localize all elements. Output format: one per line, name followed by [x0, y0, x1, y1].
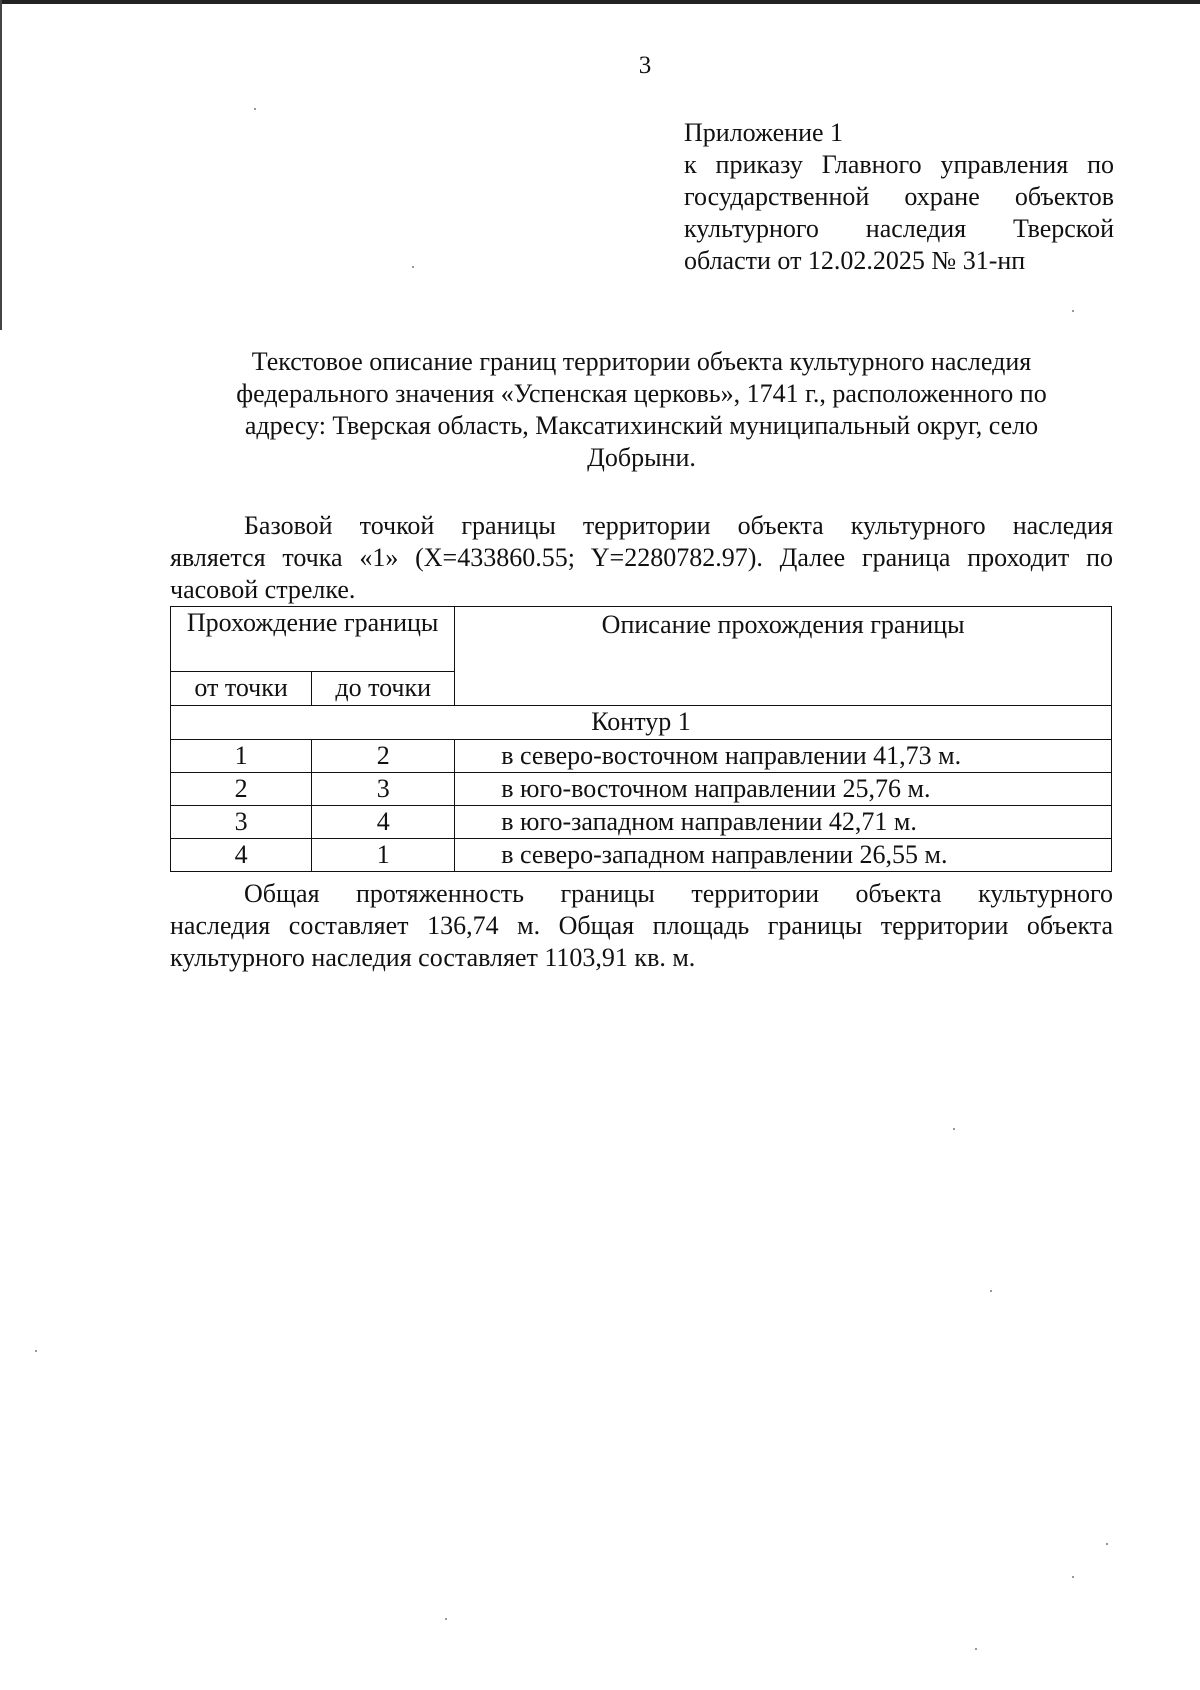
header-to-point: до точки	[312, 672, 455, 706]
scan-speck	[445, 1618, 447, 1620]
appendix-block	[684, 117, 1114, 277]
title-line: Текстовое описание границ территории объекта культурного наследия	[251, 347, 1032, 376]
appendix-line: Приложение 1	[684, 118, 844, 147]
intro-line: является точка «1» (X=433860.55; Y=2280782.97). Далее граница проходит по	[170, 543, 1113, 572]
title-line: адресу: Тверская область, Максатихинский муниципальный округ, село	[244, 411, 1039, 440]
total-paragraph	[170, 878, 1113, 974]
scan-speck	[35, 1350, 37, 1352]
scan-speck	[953, 1128, 955, 1130]
appendix-line: области от 12.02.2025 № 31-нп	[684, 246, 1026, 275]
intro-paragraph	[170, 510, 1113, 606]
title-line: Добрыни.	[587, 443, 696, 472]
from-point-cell: 2	[171, 773, 312, 806]
description-cell: в северо-восточном направлении 41,73 м.	[455, 740, 1112, 773]
table-header-row	[171, 607, 1112, 672]
table-row	[171, 740, 1112, 773]
table-row	[171, 839, 1112, 872]
page-number: 3	[638, 52, 652, 79]
scan-speck	[1072, 1576, 1074, 1578]
description-cell: в юго-западном направлении 42,71 м.	[455, 806, 1112, 839]
scan-speck	[1072, 310, 1074, 312]
scan-edge-left	[0, 0, 2, 330]
table-row	[171, 773, 1112, 806]
title-line: федерального значения «Успенская церковь», 1741 г., расположенного по	[236, 379, 1047, 408]
intro-line: часовой стрелке.	[170, 575, 356, 604]
total-line: культурного наследия составляет 1103,91 кв. м.	[170, 943, 696, 972]
boundary-table	[170, 606, 1112, 872]
scan-speck	[254, 108, 256, 110]
appendix-line: к приказу Главного управления по	[684, 150, 1114, 179]
scan-speck	[990, 1290, 992, 1292]
scan-edge-top	[0, 0, 1200, 4]
total-line: наследия составляет 136,74 м. Общая площадь границы территории объекта	[170, 911, 1113, 940]
header-description: Описание прохождения границы	[455, 607, 1112, 706]
total-line: Общая протяженность границы территории объекта культурного	[244, 879, 1113, 908]
to-point-cell: 3	[312, 773, 455, 806]
contour-label: Контур 1	[171, 706, 1112, 740]
contour-row	[171, 706, 1112, 740]
description-cell: в юго-восточном направлении 25,76 м.	[455, 773, 1112, 806]
header-from-point: от точки	[171, 672, 312, 706]
document-title	[170, 346, 1113, 474]
to-point-cell: 4	[312, 806, 455, 839]
to-point-cell: 1	[312, 839, 455, 872]
scan-speck	[412, 266, 414, 268]
header-boundary-passage: Прохождение границы	[171, 607, 455, 672]
intro-line: Базовой точкой границы территории объекта культурного наследия	[244, 511, 1113, 540]
from-point-cell: 4	[171, 839, 312, 872]
appendix-line: культурного наследия Тверской	[684, 214, 1114, 243]
appendix-line: государственной охране объектов	[684, 182, 1114, 211]
scan-speck	[1106, 1543, 1108, 1545]
to-point-cell: 2	[312, 740, 455, 773]
table-row	[171, 806, 1112, 839]
from-point-cell: 1	[171, 740, 312, 773]
from-point-cell: 3	[171, 806, 312, 839]
description-cell: в северо-западном направлении 26,55 м.	[455, 839, 1112, 872]
scan-speck	[975, 1648, 977, 1650]
